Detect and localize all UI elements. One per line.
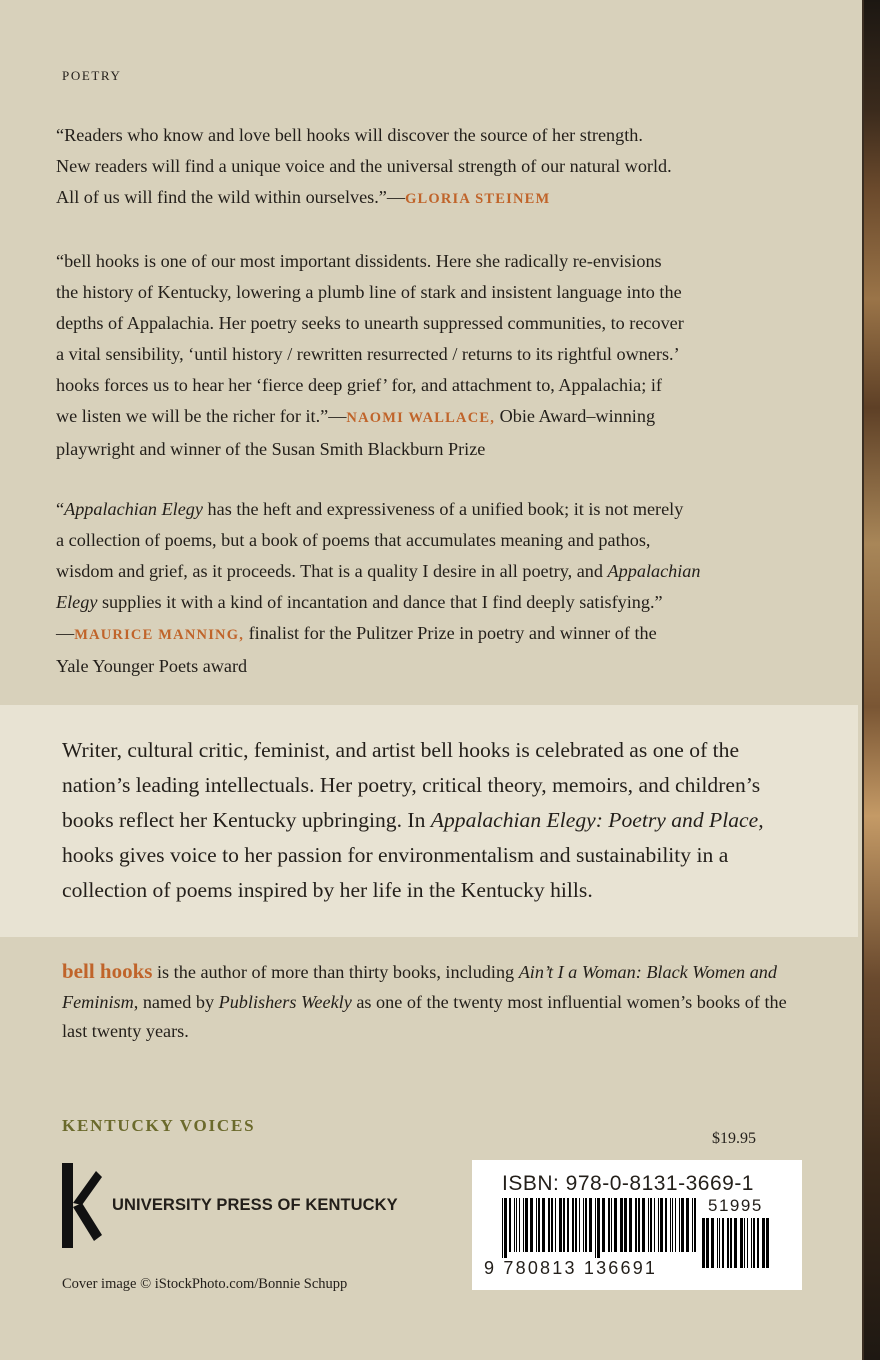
barcode-bar	[692, 1198, 693, 1252]
blurb-wallace	[56, 246, 796, 465]
barcode-bar	[734, 1218, 737, 1268]
barcode-bar	[523, 1198, 524, 1252]
blurb-line: hooks forces us to hear her ‘fierce deep grief’ for, and attachment to, Appalachia; if	[56, 375, 662, 395]
barcode-bar	[504, 1198, 507, 1258]
barcode-bar	[635, 1198, 637, 1252]
genre-label: POETRY	[62, 68, 122, 83]
isbn-text: ISBN: 978-0-8131-3669-1	[502, 1172, 754, 1195]
barcode-bar	[727, 1218, 729, 1268]
addon-number: 51995	[708, 1196, 763, 1215]
book-description: Writer, cultural critic, feminist, and artist bell hooks is celebrated as one of the nation’s leading intellectuals. Her poetry, critical theory, memoirs, and children’s books reflect her Kentucky upbringing. In Appalachian Elegy: Poetry and Place, hooks gives voice to her passion for environmentalism and sustainability in a collection of poems inspired by her life in the Kentucky hills.	[62, 738, 764, 902]
author-bio: bell hooks is the author of more than thirty books, including Ain’t I a Woman: Black Women and Feminism, named by Publishers Weekly as one of the twenty most influential women’s books of the last twenty years.	[62, 959, 787, 1041]
series-name: KENTUCKY VOICES	[62, 1116, 256, 1135]
blurb-line: a vital sensibility, ‘until history / rewritten resurrected / returns to its rightful owners.’	[56, 344, 680, 364]
barcode-bar	[559, 1198, 562, 1252]
publisher-logo-icon	[60, 1163, 102, 1248]
blurb-line: “Appalachian Elegy has the heft and expressiveness of a unified book; it is not merely	[56, 499, 684, 519]
barcode-bar	[502, 1198, 503, 1258]
barcode-bar	[751, 1218, 752, 1268]
barcode	[472, 1160, 802, 1290]
barcode-bar	[681, 1198, 684, 1252]
blurb-line: Elegy supplies it with a kind of incantation and dance that I find deeply satisfying.”	[56, 592, 663, 612]
barcode-bar	[516, 1198, 517, 1252]
barcode-bar	[514, 1198, 515, 1252]
barcode-bar	[585, 1198, 587, 1252]
barcode-bar	[675, 1198, 676, 1252]
barcode-bar	[614, 1198, 617, 1252]
barcode-bar	[551, 1198, 553, 1252]
blurb-attribution: GLORIA STEINEM	[405, 191, 551, 207]
price: $19.95	[712, 1130, 756, 1147]
blurb-line: depths of Appalachia. Her poetry seeks to unearth suppressed communities, to recover	[56, 313, 684, 333]
barcode-bar	[711, 1218, 714, 1268]
barcode-bar	[650, 1198, 652, 1252]
barcode-bar	[579, 1198, 580, 1252]
barcode-bar	[753, 1218, 755, 1268]
barcode-bar	[719, 1218, 720, 1268]
barcode-bar	[629, 1198, 632, 1252]
blurb-manning	[56, 494, 796, 682]
barcode-bar	[509, 1198, 511, 1252]
blurb-line: wisdom and grief, as it proceeds. That is a quality I desire in all poetry, and Appalachian	[56, 561, 701, 581]
barcode-bar	[717, 1218, 718, 1268]
barcode-bar	[762, 1218, 765, 1268]
barcode-bar	[686, 1198, 689, 1252]
barcode-bar	[744, 1218, 745, 1268]
barcode-bar	[525, 1198, 528, 1252]
barcode-bar	[624, 1198, 627, 1252]
barcode-bar	[702, 1218, 705, 1268]
author-name: bell hooks	[62, 959, 153, 983]
barcode-bar	[575, 1198, 577, 1252]
blurb-line: —MAURICE MANNING, finalist for the Pulitzer Prize in poetry and winner of the	[56, 623, 657, 643]
barcode-bar	[722, 1218, 724, 1268]
cover-credit: Cover image © iStockPhoto.com/Bonnie Schupp	[62, 1276, 348, 1292]
barcode-bar	[555, 1198, 556, 1252]
barcode-bar	[658, 1198, 659, 1252]
barcode-bar	[706, 1218, 709, 1268]
barcode-bar	[665, 1198, 667, 1252]
blurb-line: we listen we will be the richer for it.”—NAOMI WALLACE, Obie Award–winning	[56, 406, 656, 426]
barcode-bar	[694, 1198, 696, 1252]
barcode-bar	[638, 1198, 640, 1252]
blurb-steinem	[56, 120, 796, 215]
blurb-line: “Readers who know and love bell hooks will discover the source of her strength.	[56, 125, 643, 145]
book-title: Appalachian Elegy	[64, 499, 203, 519]
barcode-bar	[583, 1198, 584, 1252]
barcode-bar	[620, 1198, 623, 1252]
barcode-bar	[766, 1218, 769, 1268]
barcode-bar	[519, 1198, 520, 1252]
addon-barcode-bars	[702, 1218, 772, 1274]
blurb-attribution: MAURICE MANNING,	[74, 627, 245, 643]
barcode-bar	[563, 1198, 565, 1252]
blurb-line: playwright and winner of the Susan Smith Blackburn Prize	[56, 439, 486, 459]
barcode-bar	[730, 1218, 732, 1268]
barcode-bar	[572, 1198, 574, 1252]
barcode-bar	[530, 1198, 533, 1252]
barcode-bar	[642, 1198, 645, 1252]
barcode-bar	[740, 1218, 743, 1268]
publisher-name: UNIVERSITY PRESS OF KENTUCKY	[112, 1196, 398, 1214]
barcode-bar	[679, 1198, 680, 1252]
barcode-bar	[648, 1198, 649, 1252]
barcode-bar	[542, 1198, 545, 1252]
barcode-bar	[670, 1198, 671, 1252]
barcode-bar	[538, 1198, 540, 1252]
blurb-line: Yale Younger Poets award	[56, 656, 248, 676]
ean-number: 9 780813 136691	[484, 1258, 658, 1278]
barcode-bar	[536, 1198, 537, 1252]
barcode-bar	[589, 1198, 592, 1252]
barcode-bar	[672, 1198, 673, 1252]
barcode-bar	[757, 1218, 759, 1268]
blurb-attribution: NAOMI WALLACE,	[346, 410, 496, 426]
barcode-bar	[608, 1198, 610, 1252]
barcode-bar	[548, 1198, 550, 1252]
ean-barcode-bars	[502, 1198, 698, 1258]
barcode-bar	[597, 1198, 600, 1258]
barcode-bar	[595, 1198, 596, 1258]
blurb-line: the history of Kentucky, lowering a plumb line of stark and insistent language into the	[56, 282, 682, 302]
blurb-line: All of us will find the wild within ourselves.”—GLORIA STEINEM	[56, 187, 551, 207]
barcode-bar	[660, 1198, 663, 1252]
book-title: Appalachian Elegy: Poetry and Place,	[430, 808, 764, 832]
barcode-bar	[602, 1198, 605, 1252]
barcode-bar	[654, 1198, 655, 1252]
barcode-bar	[747, 1218, 748, 1268]
blurb-line: New readers will find a unique voice and the universal strength of our natural world.	[56, 156, 672, 176]
barcode-bar	[611, 1198, 612, 1252]
spine-edge	[862, 0, 864, 1360]
blurb-line: a collection of poems, but a book of poems that accumulates meaning and pathos,	[56, 530, 651, 550]
barcode-bar	[567, 1198, 569, 1252]
spine-image	[862, 0, 880, 1360]
blurb-line: “bell hooks is one of our most important dissidents. Here she radically re-envisions	[56, 251, 662, 271]
